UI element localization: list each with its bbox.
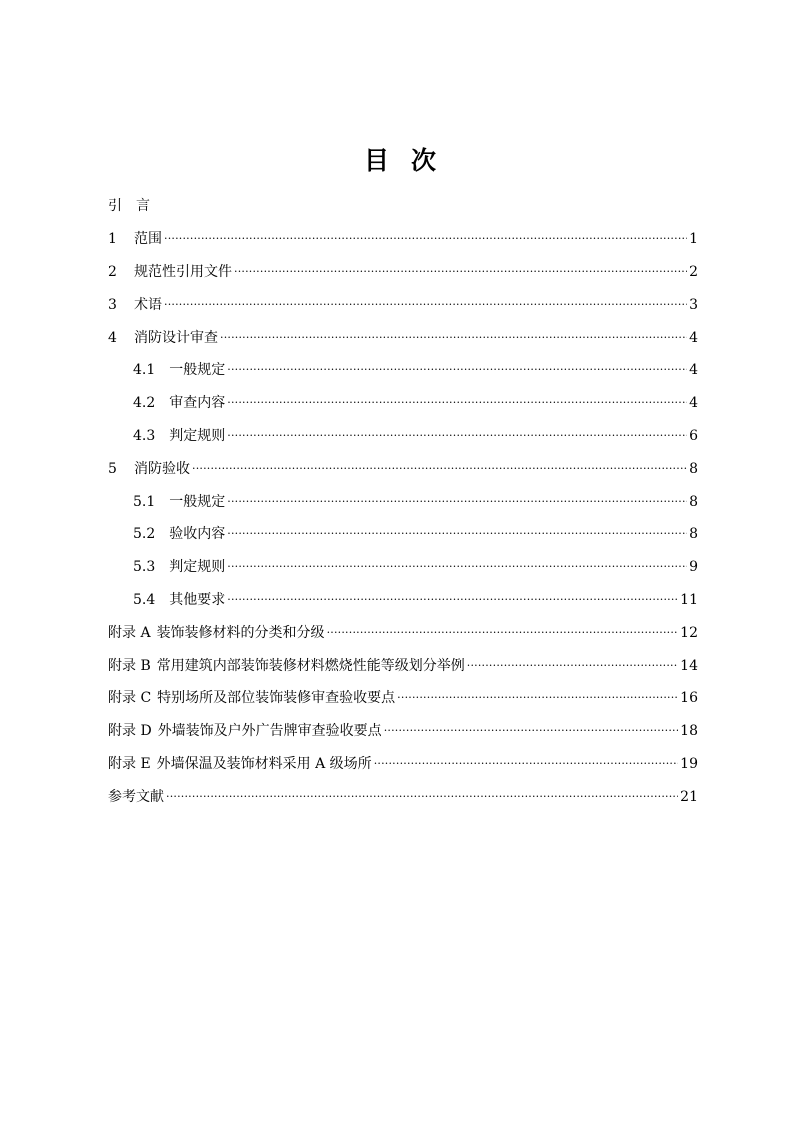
- toc-list: [108, 190, 698, 813]
- toc-entry-page-number: 11: [680, 591, 698, 608]
- toc-leader-dots: [227, 427, 687, 445]
- toc-entry-label: 常用建筑内部装饰装修材料燃烧性能等级划分举例: [156, 657, 465, 674]
- toc-entry-number: 附录 A: [108, 624, 151, 641]
- toc-entry-preface[interactable]: [108, 190, 698, 223]
- toc-entry-label: 外墙装饰及户外广告牌审查验收要点: [157, 723, 382, 740]
- toc-entry-label: 规范性引用文件: [134, 263, 232, 280]
- toc-leader-dots: [164, 230, 687, 248]
- toc-entry-label: 判定规则: [169, 559, 226, 576]
- toc-entry-label: 判定规则: [169, 427, 226, 444]
- toc-leader-dots: [467, 657, 678, 675]
- toc-entry[interactable]: [108, 387, 698, 420]
- toc-entry-label: 其他要求: [169, 591, 226, 608]
- toc-entry-number: 5.4: [133, 591, 156, 608]
- toc-entry-page-number: 21: [680, 788, 698, 805]
- toc-entry[interactable]: [108, 551, 698, 584]
- toc-entry[interactable]: [108, 452, 698, 485]
- toc-leader-dots: [374, 755, 678, 773]
- toc-leader-dots: [220, 329, 687, 347]
- toc-title: 目次: [363, 146, 458, 175]
- toc-entry-label: 特别场所及部位装饰装修审查验收要点: [157, 690, 396, 707]
- toc-entry-page-number: 16: [680, 690, 698, 707]
- toc-entry[interactable]: [108, 223, 698, 256]
- toc-leader-dots: [397, 689, 678, 707]
- toc-entry-label: 审查内容: [169, 395, 226, 412]
- toc-entry-number: 5.2: [133, 526, 156, 543]
- toc-entry[interactable]: [108, 682, 698, 715]
- toc-entry-number: 4.2: [133, 395, 156, 412]
- toc-entry-page-number: 4: [689, 329, 698, 346]
- toc-leader-dots: [227, 361, 687, 379]
- toc-leader-dots: [227, 394, 687, 412]
- toc-entry[interactable]: [108, 321, 698, 354]
- toc-entry-page-number: 4: [689, 362, 698, 379]
- toc-entry[interactable]: [108, 420, 698, 453]
- toc-leader-dots: [327, 624, 679, 642]
- toc-entry-label: 参考文献: [108, 788, 164, 805]
- toc-entry-label: 消防设计审查: [134, 329, 218, 346]
- toc-entry-page-number: 8: [689, 460, 698, 477]
- toc-entry-label: 消防验收: [134, 460, 190, 477]
- toc-entry-page-number: 8: [689, 526, 698, 543]
- toc-leader-dots: [234, 263, 687, 281]
- toc-entry-number: 3: [108, 296, 117, 313]
- toc-leader-dots: [227, 558, 687, 576]
- toc-leader-dots: [384, 722, 678, 740]
- toc-entry-number: 2: [108, 263, 117, 280]
- toc-entry-page-number: 8: [689, 493, 698, 510]
- toc-entry-page-number: 1: [689, 231, 698, 248]
- toc-entry-page-number: 14: [680, 657, 698, 674]
- toc-entry-number: 4.1: [133, 362, 156, 379]
- toc-entry-page-number: 19: [680, 755, 698, 772]
- toc-entry[interactable]: [108, 616, 698, 649]
- toc-entry-number: 1: [108, 231, 117, 248]
- toc-entry-page-number: 6: [689, 427, 698, 444]
- toc-entry[interactable]: [108, 354, 698, 387]
- toc-entry[interactable]: [108, 584, 698, 617]
- toc-entry-number: 5: [108, 460, 117, 477]
- toc-entry-label: 术语: [134, 296, 162, 313]
- toc-entry[interactable]: [108, 748, 698, 781]
- toc-entry[interactable]: [108, 715, 698, 748]
- toc-entry-page-number: 2: [689, 263, 698, 280]
- toc-entry-label: 验收内容: [169, 526, 226, 543]
- toc-entry[interactable]: [108, 780, 698, 813]
- toc-entry[interactable]: [108, 518, 698, 551]
- toc-entry-number: 4.3: [133, 427, 156, 444]
- toc-entry-number: 附录 C: [108, 690, 152, 707]
- toc-entry-number: 附录 E: [108, 755, 151, 772]
- toc-entry-page-number: 12: [680, 624, 698, 641]
- toc-entry[interactable]: [108, 256, 698, 289]
- toc-entry-label: 引言: [108, 198, 164, 215]
- toc-entry[interactable]: [108, 649, 698, 682]
- toc-entry-number: 5.3: [133, 559, 156, 576]
- toc-entry-page-number: 4: [689, 395, 698, 412]
- toc-entry[interactable]: [108, 288, 698, 321]
- toc-entry-label: 一般规定: [169, 493, 226, 510]
- toc-entry-number: 附录 B: [108, 657, 151, 674]
- toc-entry-page-number: 9: [689, 559, 698, 576]
- toc-entry-label: 一般规定: [169, 362, 226, 379]
- toc-items: [108, 223, 698, 813]
- toc-entry-number: 4: [108, 329, 117, 346]
- toc-entry[interactable]: [108, 485, 698, 518]
- toc-leader-dots: [166, 788, 678, 806]
- toc-entry-label: 外墙保温及装饰材料采用 A 级场所: [156, 755, 372, 772]
- toc-leader-dots: [164, 296, 687, 314]
- toc-entry-page-number: 18: [680, 723, 698, 740]
- toc-entry-label: 范围: [134, 231, 162, 248]
- toc-entry-number: 5.1: [133, 493, 156, 510]
- toc-leader-dots: [192, 460, 687, 478]
- toc-leader-dots: [227, 493, 687, 511]
- toc-entry-number: 附录 D: [108, 723, 152, 740]
- toc-entry-page-number: 3: [689, 296, 698, 313]
- toc-leader-dots: [227, 591, 678, 609]
- toc-entry-label: 装饰装修材料的分类和分级: [156, 624, 325, 641]
- toc-leader-dots: [227, 525, 687, 543]
